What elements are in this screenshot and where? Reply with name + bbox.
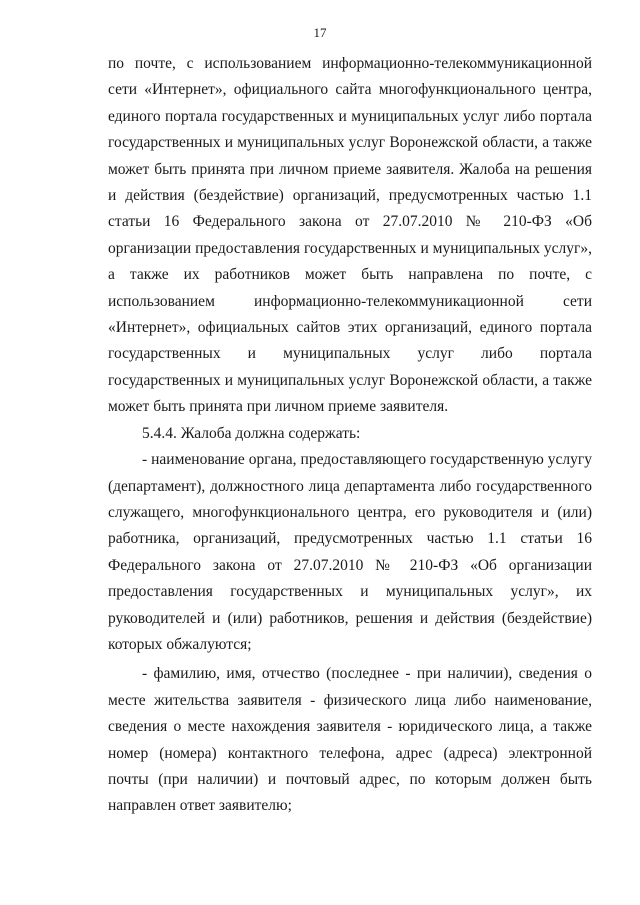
page-number: 17: [313, 25, 327, 40]
paragraph-item-applicant-details: - фамилию, имя, отчество (последнее - при наличии), сведения о месте жительства заявителя - физического лица либо наименование, сведения о месте нахождения заявителя - юридического лица, а также номер (номера) контактного телефона, адрес (адреса) электронной почты (при наличии) и почтовый адрес, по которым должен быть направлен ответ заявителю;: [108, 665, 592, 815]
document-body: [108, 51, 592, 820]
paragraph-section-5-4-4: 5.4.4. Жалоба должна содержать:: [142, 424, 361, 442]
paragraph-complaint-channels: по почте, с использованием информационно-телекоммуникационной сети «Интернет», официального сайта многофункционального центра, единого портала государственных и муниципальных услуг либо портала государственных и муниципальных услуг Воронежской области, а также может быть принята при личном приеме заявителя. Жалоба на решения и действия (бездействие) организаций, предусмотренных частью 1.1 статьи 16 Федерального закона от 27.07.2010 № 210-ФЗ «Об организации предоставления государственных и муниципальных услуг», а также их работников может быть направлена по почте, с использованием информационно-телекоммуникационной сети «Интернет», официальных сайтов этих организаций, единого портала государственных и муниципальных услуг либо портала государственных и муниципальных услуг Воронежской области, а также может быть принята при личном приеме заявителя.: [108, 55, 592, 416]
paragraph-item-authority-name: - наименование органа, предоставляющего государственную услугу (департамент), должностного лица департамента либо государственного служащего, многофункционального центра, его руководителя и (или) работника, организаций, предусмотренных частью 1.1 статьи 16 Федерального закона от 27.07.2010 № 210-ФЗ «Об организации предоставления государственных и муниципальных услуг», их руководителей и (или) работников, решения и действия (бездействие) которых обжалуются;: [108, 451, 592, 653]
